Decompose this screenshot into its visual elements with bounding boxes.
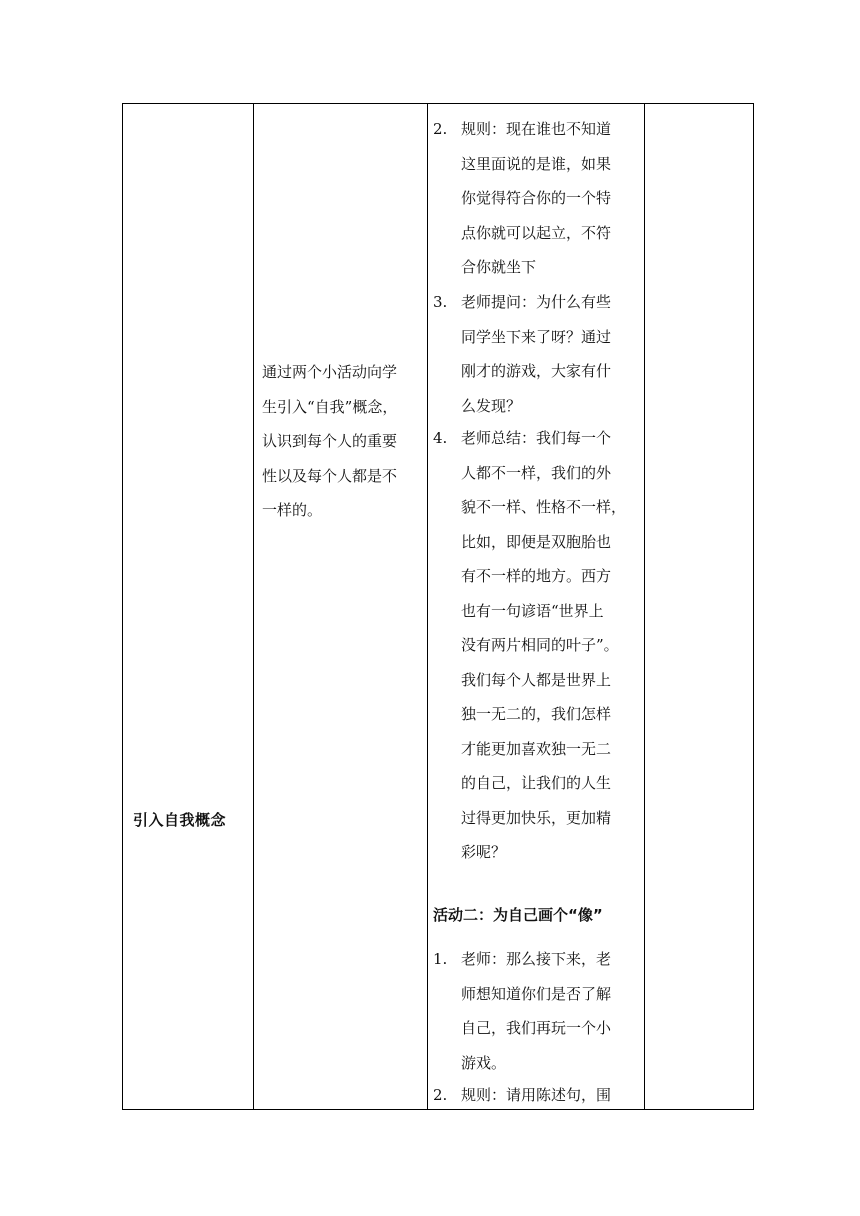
list-item-number: 4.: [433, 429, 448, 447]
text-line: 彩呢？: [461, 843, 507, 861]
text-line: 比如，即便是双胞胎也: [461, 532, 612, 551]
text-line: 师想知道你们是否了解: [461, 984, 612, 1003]
text-line: 点你就可以起立，不符: [461, 223, 612, 242]
text-line: 有不一样的地方。西方: [461, 567, 612, 585]
text-line: 规则：现在谁也不知道: [461, 120, 612, 138]
text-line: 刚才的游戏，大家有什: [461, 362, 612, 380]
text-line: 这里面说的是谁，如果: [461, 154, 612, 173]
list-item-text: [461, 112, 643, 285]
text-line: 我们每个人都是世界上: [461, 670, 612, 689]
list-item-number: 1.: [433, 950, 448, 968]
lesson-plan-table: [122, 103, 754, 1110]
text-line: 同学坐下来了呀？通过: [461, 327, 612, 346]
goal-line: 通过两个小活动向学: [262, 363, 398, 381]
section-column: [123, 104, 253, 1109]
process-column: [428, 104, 644, 1109]
text-line: 游戏。: [461, 1053, 507, 1072]
activity-two-title: 活动二：为自己画个“像”: [433, 906, 603, 924]
text-line: 过得更加快乐，更加精: [461, 808, 612, 827]
text-line: 自己，我们再玩一个小: [461, 1019, 612, 1037]
text-line: 老师总结：我们每一个: [461, 429, 612, 447]
notes-column: [645, 104, 753, 1109]
goal-line: 一样的。: [262, 501, 323, 519]
text-line: 的自己，让我们的人生: [461, 774, 612, 792]
goal-column: [254, 104, 427, 1109]
text-line: 独一无二的，我们怎样: [461, 705, 612, 723]
text-line: 你觉得符合你的一个特: [461, 189, 612, 207]
text-line: 才能更加喜欢独一无二: [461, 739, 612, 758]
text-line: 老师提问：为什么有些: [461, 293, 612, 311]
text-line: 没有两片相同的叶子”。: [461, 636, 619, 654]
goal-line: 性以及每个人都是不: [262, 466, 398, 485]
list-item-number: 2.: [433, 1086, 448, 1104]
list-item-text: [461, 942, 643, 1080]
list-item-number: 2.: [433, 120, 448, 138]
list-item-number: 3.: [433, 293, 448, 311]
text-line: 规则：请用陈述句，围: [461, 1086, 612, 1104]
text-line: 合你就坐下: [461, 258, 537, 276]
text-line: 老师：那么接下来，老: [461, 950, 612, 968]
section-title: 引入自我概念: [133, 811, 227, 829]
text-line: 人都不一样，我们的外: [461, 463, 612, 482]
goal-text: [262, 355, 422, 528]
list-item-text: [461, 421, 643, 870]
goal-line: 认识到每个人的重要: [262, 432, 398, 450]
text-line: 也有一句谚语“世界上: [461, 601, 604, 620]
text-line: 貌不一样、性格不一样，: [461, 498, 627, 516]
goal-line: 生引入“自我”概念，: [262, 397, 398, 416]
list-item-text: [461, 285, 643, 423]
text-line: 么发现？: [461, 396, 522, 415]
list-item-text: [461, 1078, 643, 1109]
